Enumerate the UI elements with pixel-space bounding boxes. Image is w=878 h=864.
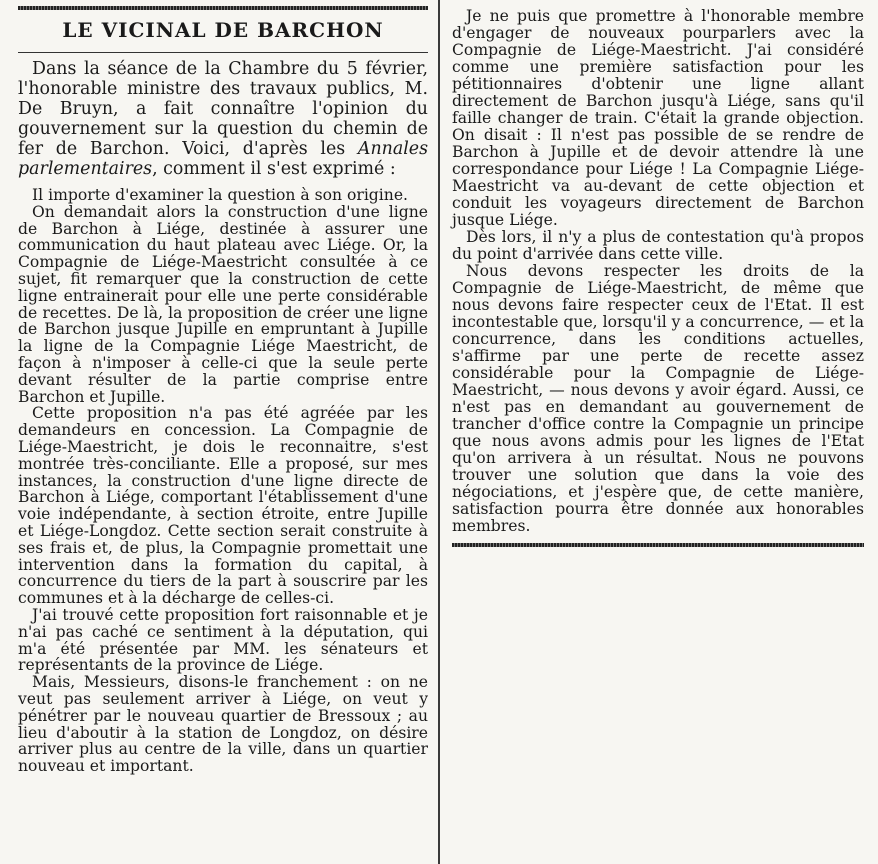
article-title: LE VICINAL DE BARCHON: [62, 18, 384, 42]
column-divider: [438, 0, 440, 864]
end-rule: [452, 543, 864, 547]
paragraph: Mais, Messieurs, disons-le franchement : on ne veut pas seulement arriver à Liége, on veut y pénétrer par le nouveau quartier de Bressoux ; au lieu d'aboutir à la station de Longdoz, on désire arriver plus au centre de la ville, dans un quartier nouveau et important.: [18, 673, 428, 776]
intro-text-2: , comment il s'est exprimé :: [152, 159, 396, 179]
paragraph: Nous devons respecter les droits de la Compagnie de Liége-Maestricht, de même que nous devons faire respecter ceux de l'Etat. Il est incontestable que, lorsqu'il y a concurrence, — et la concurrence, dans les conditions actuelles, s'affirme par une perte de recette assez considérable pour la Compagnie de Liége-Maestricht, — nous devons y avoir égard. Aussi, ce n'est pas en demandant au gouvernement de trancher d'office contre la Compagnie un principe que nous avons admis pour les lignes de l'Etat qu'on arrivera à un résultat. Nous ne pouvons trouver une solution que dans la voie des négociations, et j'espère que, de cette manière, satisfaction pourra être donnée aux honorables membres.: [452, 262, 864, 535]
paragraph: Je ne puis que promettre à l'honorable membre d'engager de nouveaux pourparlers avec la Compagnie de Liége-Maestricht. J'ai considéré comme une première satisfaction pour les pétitionnaires d'obtenir une ligne allant directement de Barchon jusqu'à Liége, sans qu'il faille changer de train. C'était la grande objection. On disait : Il n'est pas possible de se rendre de Barchon à Jupille et de devoir attendre là une correspondance pour Liége ! La Compagnie Liége-Maestricht va au-devant de cette objection et conduit les voyageurs directement de Barchon jusque Liége.: [452, 7, 864, 229]
top-rule: [18, 6, 428, 10]
intro-italic-text: Annales parlementaires: [18, 139, 428, 179]
right-column: [452, 0, 864, 547]
paragraph: J'ai trouvé cette proposition fort raisonnable et je n'ai pas caché ce sentiment à la députation, qui m'a été présentée par MM. les sénateurs et représentants de la province de Liége.: [18, 605, 428, 675]
paragraph: Il importe d'examiner la question à son origine.: [32, 186, 409, 204]
paragraph: Cette proposition n'a pas été agréée par les demandeurs en concession. La Compagnie de Liége-Maestricht, je dois le reconnaitre, s'est montrée très-conciliante. Elle a proposé, sur mes instances, la construction d'une ligne directe de Barchon à Liége, comportant l'établissement d'une voie indépendante, à section étroite, entre Jupille et Liége-Longdoz. Cette section serait construite à ses frais et, de plus, la Compagnie promettait une intervention dans la formation du capital, à concurrence du tiers de la part à souscrire par les communes et à la décharge de celles-ci.: [18, 404, 428, 608]
paragraph: Dès lors, il n'y a plus de contestation qu'à propos du point d'arrivée dans cette ville.: [452, 228, 864, 263]
intro-text-1: Dans la séance de la Chambre du 5 février, l'honorable ministre des travaux publics, M. De Bruyn, a fait connaître l'opinion du gouvernement sur la question du chemin de fer de Barchon. Voici, d'après les: [18, 59, 428, 159]
title-rule: [18, 52, 428, 53]
paragraph: On demandait alors la construction d'une ligne de Barchon à Liége, destinée à assurer une communication du haut plateau avec Liége. Or, la Compagnie de Liége-Maestricht consultée à ce sujet, fit remarquer que la construction de cette ligne entrainerait pour elle une perte considérable de recettes. De là, la proposition de créer une ligne de Barchon jusque Jupille en empruntant à Jupille la ligne de la Compagnie Liége Maestricht, de façon à n'imposer à celle-ci que la seule perte devant résulter de la partie comprise entre Barchon et Jupille.: [18, 202, 428, 406]
left-column: [18, 0, 428, 775]
article-intro: [18, 59, 428, 179]
